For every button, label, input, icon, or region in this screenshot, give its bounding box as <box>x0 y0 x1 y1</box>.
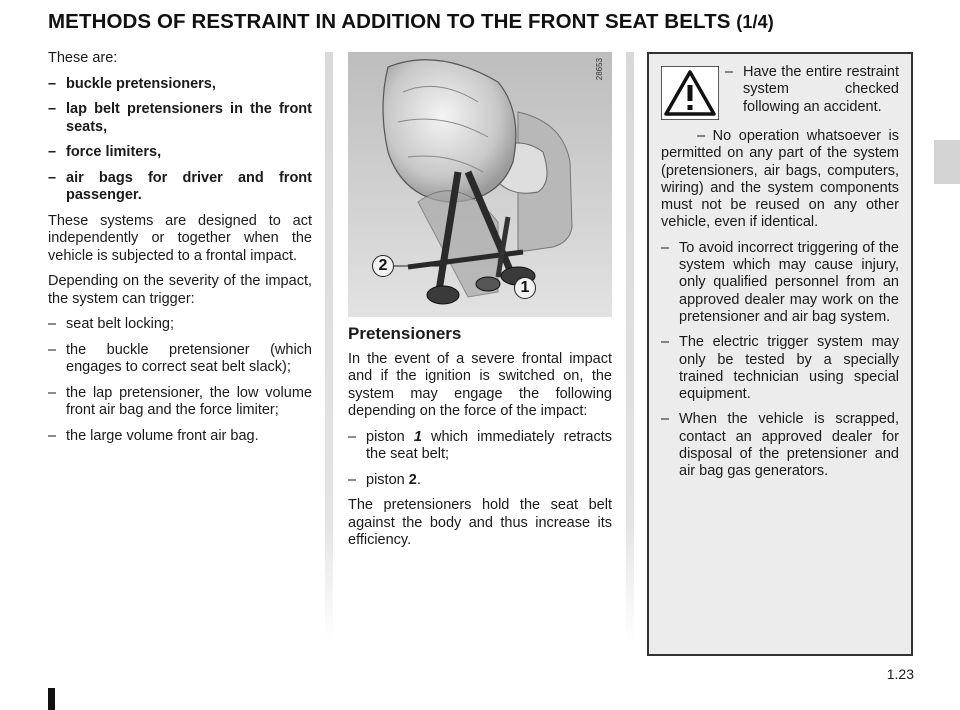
middle-column <box>348 52 612 558</box>
trigger-item: – the large volume front air bag. <box>48 427 259 444</box>
trigger-item: – the lap pretensioner, the low volume front air bag and the force limiter; <box>48 384 312 418</box>
warning-box <box>647 52 913 656</box>
warning-item: – When the vehicle is scrapped, contact an approved dealer for disposal of the pretensioner and air bag gas generators. <box>661 411 899 480</box>
warning-first-item: – Have the entire restraint system checked following an accident. <box>725 64 899 115</box>
figure-code: 28653 <box>594 58 604 81</box>
callout-1: 1 <box>514 277 536 299</box>
pretensioners-summary: The pretensioners hold the seat belt against the body and thus increase its efficiency. <box>348 497 612 548</box>
systems-description: These systems are designed to act independently or together when the vehicle is subjected to a frontal impact. <box>48 212 312 264</box>
page-title <box>48 10 774 34</box>
warning-no-operation: – No operation whatsoever is permitted on any part of the system (pretensioners, air bags, computers, wiring) and the system components must not be reused on any other vehicle, even if identical. <box>661 128 899 231</box>
left-column <box>48 50 312 453</box>
severity-text: Depending on the severity of the impact, the system can trigger: <box>48 273 312 307</box>
title-main: METHODS OF RESTRAINT IN ADDITION TO THE FRONT SEAT BELTS <box>48 10 731 33</box>
piston-item: – piston 2. <box>348 471 421 488</box>
column-divider-left <box>325 52 333 642</box>
corner-mark <box>48 688 55 710</box>
warning-item: – To avoid incorrect triggering of the system which may cause injury, only qualified personnel from an approved dealer may work on the pretensioner and air bag system. <box>661 239 899 325</box>
column-divider-right <box>626 52 634 642</box>
warning-triangle-icon <box>661 66 719 120</box>
warning-item: – The electric trigger system may only be tested by a specially trained technician using special equipment. <box>661 334 899 403</box>
page-number: 1.23 <box>886 666 914 682</box>
system-item: – air bags for driver and front passenger. <box>48 169 312 203</box>
system-item: – force limiters, <box>48 144 162 160</box>
title-part: (1/4) <box>736 12 774 32</box>
pretensioners-section <box>348 325 612 550</box>
callout-2: 2 <box>372 255 394 277</box>
system-item: – lap belt pretensioners in the front seats, <box>48 101 312 135</box>
seat-airbag-drawing <box>348 52 612 317</box>
section-tab <box>934 140 960 184</box>
pretensioners-intro: In the event of a severe frontal impact and if the ignition is switched on, the system may engage the following depending on the force of the impact: <box>348 350 612 419</box>
piston-item: – piston 1 which immediately retracts the seat belt; <box>348 428 612 462</box>
pretensioner-illustration <box>348 52 612 317</box>
section-heading: Pretensioners <box>348 324 462 343</box>
intro-text: These are: <box>48 50 118 66</box>
trigger-item: – seat belt locking; <box>48 316 175 332</box>
trigger-item: – the buckle pretensioner (which engages to correct seat belt slack); <box>48 341 312 375</box>
system-item: – buckle pretensioners, <box>48 75 216 92</box>
